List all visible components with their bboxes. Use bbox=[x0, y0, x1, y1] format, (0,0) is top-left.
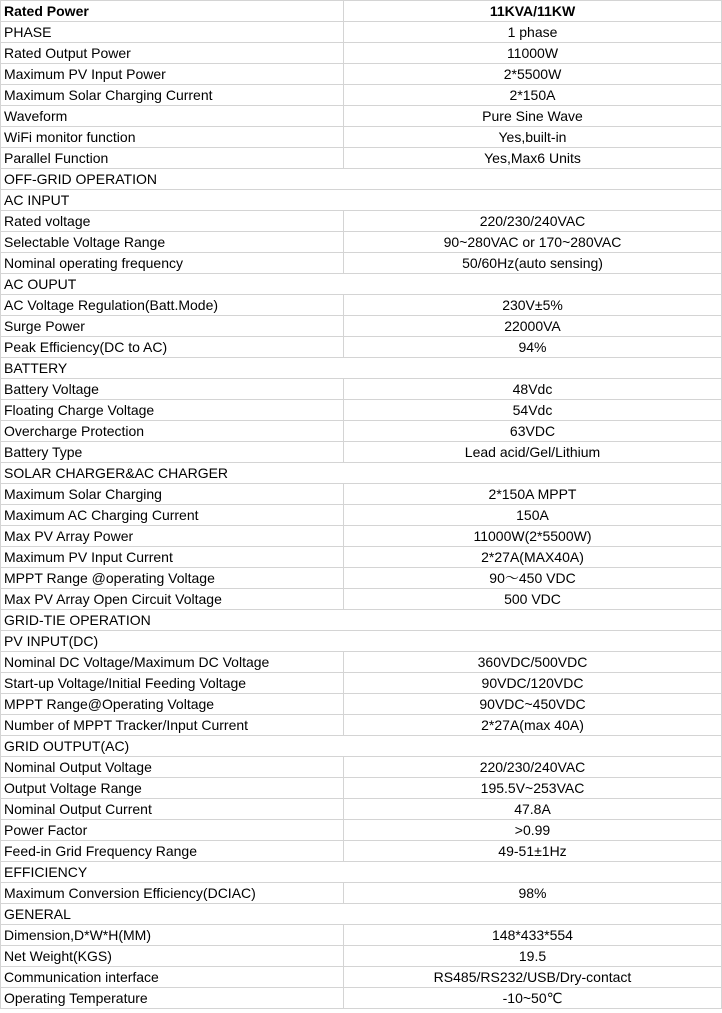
spec-value: 49-51±1Hz bbox=[344, 841, 722, 862]
section-header-row bbox=[1, 736, 722, 757]
section-header-row bbox=[1, 358, 722, 379]
spec-value: Yes,built-in bbox=[344, 127, 722, 148]
table-row bbox=[1, 715, 722, 736]
spec-label: Dimension,D*W*H(MM) bbox=[1, 925, 344, 946]
spec-value: Lead acid/Gel/Lithium bbox=[344, 442, 722, 463]
table-row bbox=[1, 967, 722, 988]
spec-value: 63VDC bbox=[344, 421, 722, 442]
table-row bbox=[1, 589, 722, 610]
spec-value: 2*27A(max 40A) bbox=[344, 715, 722, 736]
section-label: EFFICIENCY bbox=[1, 862, 344, 883]
spec-value: 11000W bbox=[344, 43, 722, 64]
section-label: GRID-TIE OPERATION bbox=[1, 610, 344, 631]
table-row bbox=[1, 64, 722, 85]
section-label: GENERAL bbox=[1, 904, 344, 925]
spec-value: 54Vdc bbox=[344, 400, 722, 421]
section-empty-cell bbox=[344, 904, 722, 925]
section-label: PV INPUT(DC) bbox=[1, 631, 344, 652]
table-row bbox=[1, 778, 722, 799]
table-row bbox=[1, 106, 722, 127]
spec-value: 150A bbox=[344, 505, 722, 526]
section-header-row bbox=[1, 274, 722, 295]
spec-value: 22000VA bbox=[344, 316, 722, 337]
spec-value: 11000W(2*5500W) bbox=[344, 526, 722, 547]
spec-label: MPPT Range @operating Voltage bbox=[1, 568, 344, 589]
spec-value: 48Vdc bbox=[344, 379, 722, 400]
spec-label: Floating Charge Voltage bbox=[1, 400, 344, 421]
table-row bbox=[1, 820, 722, 841]
table-row bbox=[1, 22, 722, 43]
table-row bbox=[1, 925, 722, 946]
spec-label: Operating Temperature bbox=[1, 988, 344, 1009]
section-empty-cell bbox=[344, 631, 722, 652]
section-label: SOLAR CHARGER&AC CHARGER bbox=[1, 463, 344, 484]
spec-table-body bbox=[1, 1, 722, 1009]
table-row bbox=[1, 883, 722, 904]
table-row bbox=[1, 421, 722, 442]
section-header-row bbox=[1, 610, 722, 631]
spec-value: 50/60Hz(auto sensing) bbox=[344, 253, 722, 274]
table-row bbox=[1, 295, 722, 316]
spec-label: Nominal operating frequency bbox=[1, 253, 344, 274]
spec-value: 2*5500W bbox=[344, 64, 722, 85]
spec-label: AC Voltage Regulation(Batt.Mode) bbox=[1, 295, 344, 316]
spec-label: WiFi monitor function bbox=[1, 127, 344, 148]
section-label: BATTERY bbox=[1, 358, 344, 379]
section-label: GRID OUTPUT(AC) bbox=[1, 736, 344, 757]
table-row bbox=[1, 442, 722, 463]
spec-label: Maximum Solar Charging Current bbox=[1, 85, 344, 106]
spec-label: Rated Output Power bbox=[1, 43, 344, 64]
spec-value: 90～450 VDC bbox=[344, 568, 722, 589]
spec-value: 230V±5% bbox=[344, 295, 722, 316]
spec-label: Nominal Output Voltage bbox=[1, 757, 344, 778]
spec-label: Surge Power bbox=[1, 316, 344, 337]
table-row bbox=[1, 841, 722, 862]
spec-label: Nominal DC Voltage/Maximum DC Voltage bbox=[1, 652, 344, 673]
section-label: AC INPUT bbox=[1, 190, 344, 211]
spec-label: Maximum PV Input Power bbox=[1, 64, 344, 85]
spec-label: PHASE bbox=[1, 22, 344, 43]
table-row bbox=[1, 526, 722, 547]
table-row bbox=[1, 379, 722, 400]
spec-label: Number of MPPT Tracker/Input Current bbox=[1, 715, 344, 736]
section-empty-cell bbox=[344, 463, 722, 484]
table-row bbox=[1, 316, 722, 337]
spec-value: 1 phase bbox=[344, 22, 722, 43]
spec-label: Maximum Solar Charging bbox=[1, 484, 344, 505]
table-row bbox=[1, 148, 722, 169]
spec-label: Rated voltage bbox=[1, 211, 344, 232]
header-value: 11KVA/11KW bbox=[344, 1, 722, 22]
section-empty-cell bbox=[344, 862, 722, 883]
spec-value: 19.5 bbox=[344, 946, 722, 967]
spec-value: RS485/RS232/USB/Dry-contact bbox=[344, 967, 722, 988]
spec-label: Waveform bbox=[1, 106, 344, 127]
table-row bbox=[1, 757, 722, 778]
section-empty-cell bbox=[344, 169, 722, 190]
table-row bbox=[1, 694, 722, 715]
spec-label: Power Factor bbox=[1, 820, 344, 841]
table-row bbox=[1, 232, 722, 253]
spec-label: Maximum PV Input Current bbox=[1, 547, 344, 568]
spec-value: Pure Sine Wave bbox=[344, 106, 722, 127]
spec-value: 90VDC/120VDC bbox=[344, 673, 722, 694]
spec-label: Feed-in Grid Frequency Range bbox=[1, 841, 344, 862]
table-row bbox=[1, 211, 722, 232]
spec-value: Yes,Max6 Units bbox=[344, 148, 722, 169]
table-row bbox=[1, 400, 722, 421]
table-row bbox=[1, 547, 722, 568]
spec-label: Selectable Voltage Range bbox=[1, 232, 344, 253]
spec-label: Overcharge Protection bbox=[1, 421, 344, 442]
spec-value: 98% bbox=[344, 883, 722, 904]
table-row bbox=[1, 337, 722, 358]
spec-value: 220/230/240VAC bbox=[344, 211, 722, 232]
spec-label: Net Weight(KGS) bbox=[1, 946, 344, 967]
spec-value: 90~280VAC or 170~280VAC bbox=[344, 232, 722, 253]
spec-value: 2*150A bbox=[344, 85, 722, 106]
table-row bbox=[1, 253, 722, 274]
table-row bbox=[1, 652, 722, 673]
spec-value: 195.5V~253VAC bbox=[344, 778, 722, 799]
spec-value: 2*27A(MAX40A) bbox=[344, 547, 722, 568]
section-label: OFF-GRID OPERATION bbox=[1, 169, 344, 190]
spec-value: 2*150A MPPT bbox=[344, 484, 722, 505]
section-header-row bbox=[1, 190, 722, 211]
spec-value: -10~50℃ bbox=[344, 988, 722, 1009]
spec-label: Peak Efficiency(DC to AC) bbox=[1, 337, 344, 358]
spec-value: 360VDC/500VDC bbox=[344, 652, 722, 673]
section-empty-cell bbox=[344, 190, 722, 211]
spec-label: Maximum Conversion Efficiency(DCIAC) bbox=[1, 883, 344, 904]
spec-label: Max PV Array Power bbox=[1, 526, 344, 547]
section-empty-cell bbox=[344, 736, 722, 757]
table-row bbox=[1, 946, 722, 967]
section-empty-cell bbox=[344, 358, 722, 379]
spec-label: Battery Type bbox=[1, 442, 344, 463]
section-header-row bbox=[1, 169, 722, 190]
table-row bbox=[1, 85, 722, 106]
table-row bbox=[1, 484, 722, 505]
table-row bbox=[1, 988, 722, 1009]
table-row bbox=[1, 568, 722, 589]
spec-value: 47.8A bbox=[344, 799, 722, 820]
section-header-row bbox=[1, 631, 722, 652]
spec-label: Max PV Array Open Circuit Voltage bbox=[1, 589, 344, 610]
section-empty-cell bbox=[344, 610, 722, 631]
spec-label: Output Voltage Range bbox=[1, 778, 344, 799]
section-header-row bbox=[1, 862, 722, 883]
spec-label: Communication interface bbox=[1, 967, 344, 988]
spec-label: MPPT Range@Operating Voltage bbox=[1, 694, 344, 715]
section-empty-cell bbox=[344, 274, 722, 295]
section-header-row bbox=[1, 463, 722, 484]
spec-value: 500 VDC bbox=[344, 589, 722, 610]
spec-value: 94% bbox=[344, 337, 722, 358]
spec-label: Start-up Voltage/Initial Feeding Voltage bbox=[1, 673, 344, 694]
spec-value: 220/230/240VAC bbox=[344, 757, 722, 778]
spec-value: >0.99 bbox=[344, 820, 722, 841]
table-header-row bbox=[1, 1, 722, 22]
table-row bbox=[1, 673, 722, 694]
spec-label: Parallel Function bbox=[1, 148, 344, 169]
table-row bbox=[1, 43, 722, 64]
spec-label: Maximum AC Charging Current bbox=[1, 505, 344, 526]
spec-label: Nominal Output Current bbox=[1, 799, 344, 820]
spec-value: 90VDC~450VDC bbox=[344, 694, 722, 715]
header-label: Rated Power bbox=[1, 1, 344, 22]
table-row bbox=[1, 127, 722, 148]
table-row bbox=[1, 505, 722, 526]
spec-value: 148*433*554 bbox=[344, 925, 722, 946]
spec-label: Battery Voltage bbox=[1, 379, 344, 400]
section-label: AC OUPUT bbox=[1, 274, 344, 295]
section-header-row bbox=[1, 904, 722, 925]
table-row bbox=[1, 799, 722, 820]
